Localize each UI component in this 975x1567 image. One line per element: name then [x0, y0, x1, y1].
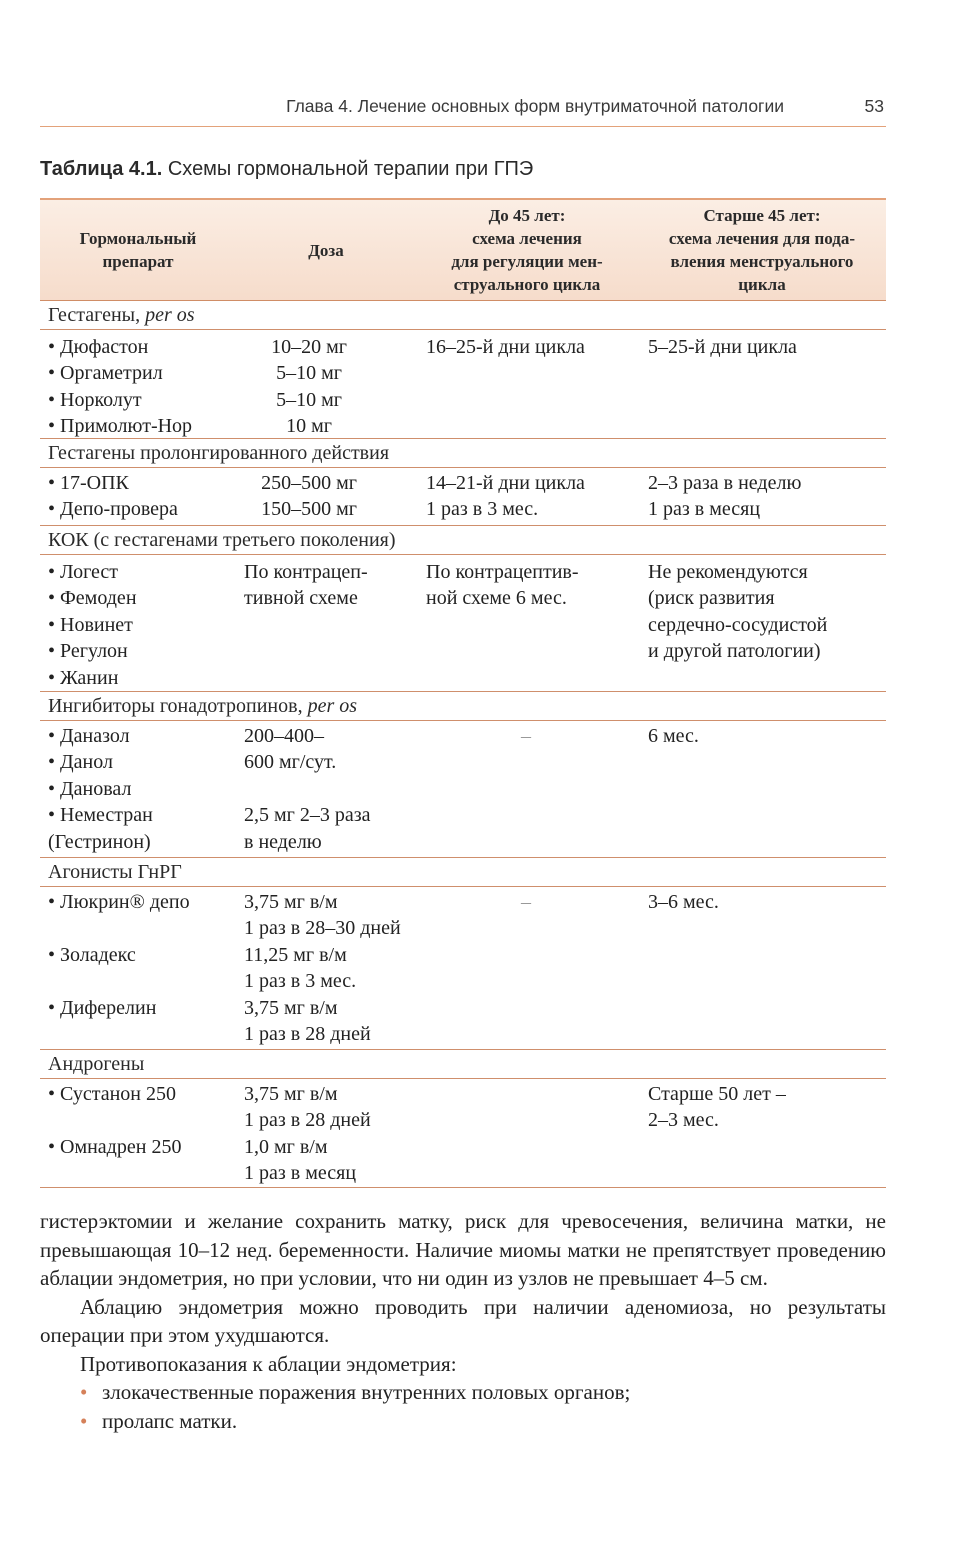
- chapter-title: Глава 4. Лечение основных форм внутриматочной патологии: [286, 96, 784, 116]
- regimen-under-45: –: [521, 891, 531, 913]
- drug-list: • Даназол • Данол • Дановал • Неместран (Гестринон): [48, 725, 153, 853]
- column-header-drug-text: Гормональный препарат: [79, 229, 197, 271]
- bullet-icon: •: [80, 1408, 88, 1433]
- regimen-over-45: Старше 50 лет – 2–3 мес.: [648, 1083, 786, 1132]
- group-title: [40, 1050, 886, 1079]
- drug-list: • 17-ОПК • Депо-провера: [48, 472, 178, 521]
- bullet-icon: •: [80, 1380, 88, 1404]
- regimen-over-45: 3–6 мес.: [648, 891, 719, 913]
- regimen-under-45: –: [521, 725, 531, 747]
- group-title: [40, 526, 886, 555]
- group-title-text: Андрогены: [48, 1053, 145, 1075]
- regimen-under-45: 14–21-й дни цикла 1 раз в 3 мес.: [426, 472, 585, 521]
- regimen-over-45: 5–25-й дни цикла: [648, 336, 797, 358]
- drug-list: • Логест • Фемоден • Новинет • Регулон • Жанин: [48, 561, 137, 689]
- table-header-row: [40, 198, 886, 301]
- column-header-dose-text: Доза: [308, 240, 344, 260]
- body-text: [40, 1207, 886, 1435]
- table-caption-label: Таблица 4.1.: [40, 158, 163, 180]
- dose-list: 3,75 мг в/м 1 раз в 28 дней 1,0 мг в/м 1 раз в месяц: [244, 1083, 371, 1185]
- group-title: [40, 439, 886, 468]
- list-item: [40, 1407, 886, 1436]
- group-title-emphasis: per os: [145, 304, 195, 326]
- column-header-over-45: [638, 200, 886, 300]
- drug-list: • Сустанон 250 • Омнадрен 250: [48, 1083, 182, 1158]
- table-caption-title: Схемы гормональной терапии при ГПЭ: [167, 158, 534, 180]
- column-header-dose: [236, 200, 416, 300]
- column-header-under-45-text: До 45 лет: схема лечения для регуляции мен- струального цикла: [451, 206, 603, 294]
- regimen-over-45: 6 мес.: [648, 725, 699, 747]
- table-group-prolonged-gestagens: [40, 439, 886, 526]
- paragraph: гистерэктомии и желание сохранить матку, риск для чревосечения, величина матки, не превышающая 10–12 нед. беременности. Наличие миомы матки не препятствует проведению аблации эндометрия, но при условии, что ни один из узлов не превышает 4–5 см.: [40, 1209, 886, 1290]
- list-item-text: пролапс матки.: [102, 1408, 238, 1433]
- group-title-text: Гестагены пролонгированного действия: [48, 442, 390, 464]
- group-title-text: Гестагены,: [48, 304, 146, 326]
- column-header-under-45: [416, 200, 638, 300]
- dose-list: 200–400– 600 мг/сут. 2,5 мг 2–3 раза в неделю: [244, 725, 371, 853]
- regimen-under-45: 16–25-й дни цикла: [426, 336, 585, 358]
- group-title: [40, 301, 886, 330]
- table-group-androgens: [40, 1050, 886, 1188]
- paragraph: Противопоказания к аблации эндометрия:: [80, 1351, 457, 1376]
- group-title-text: Агонисты ГнРГ: [48, 861, 182, 883]
- page-number: 53: [864, 96, 884, 116]
- group-title-emphasis: per os: [307, 695, 358, 717]
- dose-list: 3,75 мг в/м 1 раз в 28–30 дней 11,25 мг в/м 1 раз в 3 мес. 3,75 мг в/м 1 раз в 28 дней: [244, 891, 401, 1046]
- table-group-gonadotropin-inhibitors: [40, 692, 886, 858]
- table-caption: [40, 158, 533, 181]
- table-group-coc: [40, 526, 886, 692]
- group-title-text: Ингибиторы гонадотропинов,: [48, 695, 308, 717]
- running-header: [40, 94, 886, 127]
- regimen-over-45: 2–3 раза в неделю 1 раз в месяц: [648, 472, 802, 521]
- column-header-over-45-text: Старше 45 лет: схема лечения для пода- вления менструального цикла: [668, 206, 856, 294]
- therapy-table: [40, 198, 886, 1188]
- group-title: [40, 858, 886, 887]
- table-group-gnrh-agonists: [40, 858, 886, 1050]
- regimen-over-45: Не рекомендуются (риск развития сердечно-сосудистой и другой патологии): [648, 561, 828, 663]
- dose-list: По контрацеп- тивной схеме: [244, 561, 368, 610]
- dose-list: 10–20 мг 5–10 мг 5–10 мг 10 мг: [271, 336, 347, 438]
- column-header-drug: [40, 200, 236, 300]
- group-title: [40, 692, 886, 721]
- regimen-under-45: По контрацептив- ной схеме 6 мес.: [426, 561, 579, 610]
- table-group-gestagens: [40, 301, 886, 439]
- list-item: [40, 1378, 886, 1407]
- drug-list: • Люкрин® депо • Золадекс • Диферелин: [48, 891, 190, 1019]
- dose-list: 250–500 мг 150–500 мг: [261, 472, 357, 521]
- group-title-text: КОК (с гестагенами третьего поколения): [48, 529, 396, 551]
- drug-list: • Дюфастон • Оргаметрил • Норколут • Примолют-Нор: [48, 336, 193, 438]
- paragraph: Аблацию эндометрия можно проводить при наличии аденомиоза, но результаты операции при этом ухудшаются.: [40, 1294, 886, 1347]
- list-item-text: злокачественные поражения внутренних половых органов;: [102, 1380, 631, 1404]
